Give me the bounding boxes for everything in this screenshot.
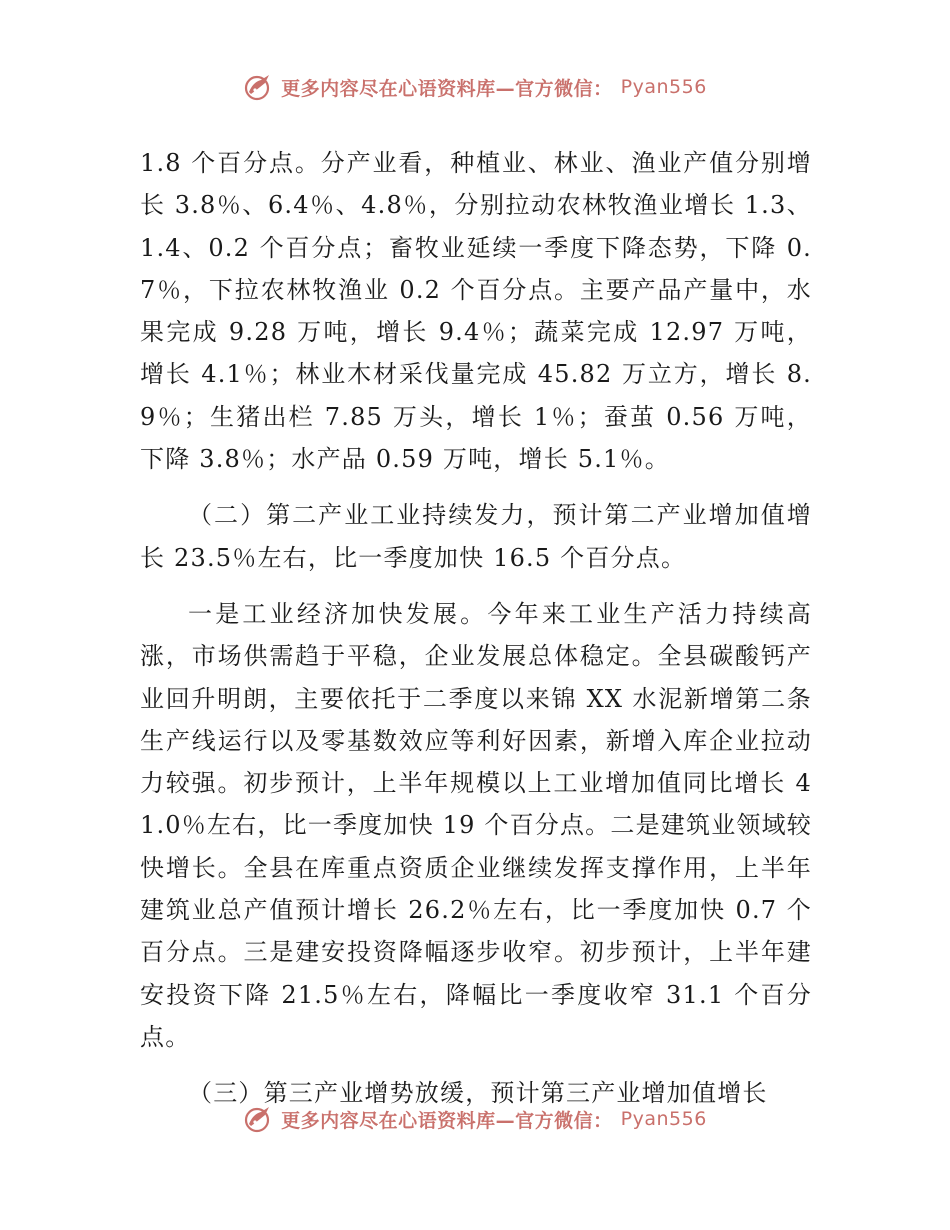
pen-logo-icon <box>243 72 273 102</box>
paragraph-agriculture: 1.8 个百分点。分产业看，种植业、林业、渔业产值分别增长 3.8％、6.4％、4.8％，分别拉动农林牧渔业增长 1.3、1.4、0.2 个百分点；畜牧业延续一季度下降态势，下降 0.7％，下拉农林牧渔业 0.2 个百分点。主要产品产量中，水果完成 9.28 万吨，增长 9.4％；蔬菜完成 12.97 万吨，增长 4.1％；林业木材采伐量完成 45.82 万立方，增长 8.9％；生猪出栏 7.85 万头，增长 1％；蚕茧 0.56 万吨，下降 3.8％；水产品 0.59 万吨，增长 5.1％。 <box>140 149 812 474</box>
watermark-wechat-id: Pyan556 <box>620 76 707 98</box>
watermark-wechat-id: Pyan556 <box>620 1108 707 1130</box>
watermark-text: 更多内容尽在心语资料库—官方微信： <box>281 77 613 100</box>
document-body <box>140 142 812 1115</box>
paragraph-secondary-industry-heading: （二）第二产业工业持续发力，预计第二产业增加值增长 23.5％左右，比一季度加快 16.5 个百分点。 <box>140 501 812 572</box>
watermark-text: 更多内容尽在心语资料库—官方微信： <box>281 1109 613 1132</box>
paragraph-tertiary-industry-heading: （三）第三产业增势放缓，预计第三产业增加值增长 <box>188 1079 768 1108</box>
footer-watermark <box>0 1104 950 1134</box>
paragraph-industry-details: 一是工业经济加快发展。今年来工业生产活力持续高涨，市场供需趋于平稳，企业发展总体稳定。全县碳酸钙产业回升明朗，主要依托于二季度以来锦 XX 水泥新增第二条生产线运行以及零基数效应等利好因素，新增入库企业拉动力较强。初步预计，上半年规模以上工业增加值同比增长 41.0％左右，比一季度加快 19 个百分点。二是建筑业领域较快增长。全县在库重点资质企业继续发挥支撑作用，上半年建筑业总产值预计增长 26.2％左右，比一季度加快 0.7 个百分点。三是建安投资降幅逐步收窄。初步预计，上半年建安投资下降 21.5％左右，降幅比一季度收窄 31.1 个百分点。 <box>140 599 812 1051</box>
pen-logo-icon <box>243 1104 273 1134</box>
header-watermark <box>0 72 950 102</box>
